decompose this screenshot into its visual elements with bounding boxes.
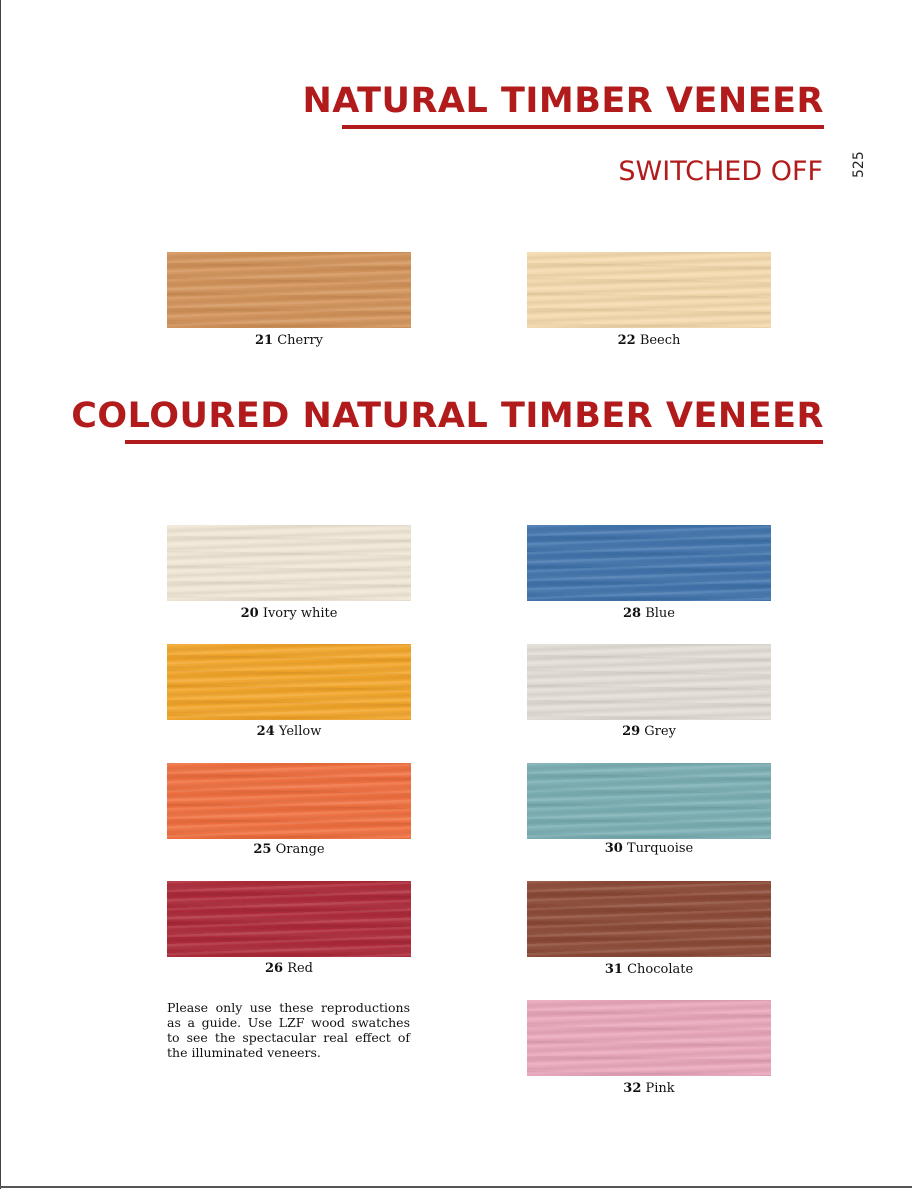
swatch-label-turquoise: 30 Turquoise	[604, 841, 694, 856]
coloured-title-underline	[125, 440, 823, 444]
swatch-pink	[527, 1000, 771, 1076]
swatch-label-chocolate: 31 Chocolate	[604, 962, 694, 977]
title-underline	[342, 125, 824, 129]
swatch-label-pink: 32 Pink	[623, 1081, 675, 1096]
swatch-chocolate	[527, 881, 771, 957]
page-edge-left	[0, 0, 1, 1189]
swatch-label-cherry: 21 Cherry	[254, 333, 324, 348]
swatch-red	[167, 881, 411, 957]
page-number: 525	[851, 151, 867, 178]
swatch-beech	[527, 252, 771, 328]
swatch-label-beech: 22 Beech	[617, 333, 681, 348]
swatch-label-blue: 28 Blue	[622, 606, 675, 621]
disclaimer-note: Please only use these reproductions as a guide. Use LZF wood swatches to see the spectacular real effect of the illuminated veneers.	[167, 1000, 410, 1060]
section-subtitle: SWITCHED OFF	[618, 156, 823, 187]
swatch-grey	[527, 644, 771, 720]
swatch-turquoise	[527, 763, 771, 839]
swatch-yellow	[167, 644, 411, 720]
swatch-blue	[527, 525, 771, 601]
coloured-section-title: COLOURED NATURAL TIMBER VENEER	[71, 396, 824, 436]
swatch-orange	[167, 763, 411, 839]
swatch-label-yellow: 24 Yellow	[256, 724, 322, 739]
swatch-ivory-white	[167, 525, 411, 601]
page-edge-bottom	[0, 1186, 912, 1188]
swatch-label-red: 26 Red	[264, 961, 314, 976]
page-title: NATURAL TIMBER VENEER	[302, 81, 824, 121]
swatch-cherry	[167, 252, 411, 328]
swatch-label-ivory-white: 20 Ivory white	[240, 606, 338, 621]
swatch-label-orange: 25 Orange	[253, 842, 325, 857]
swatch-label-grey: 29 Grey	[622, 724, 676, 739]
